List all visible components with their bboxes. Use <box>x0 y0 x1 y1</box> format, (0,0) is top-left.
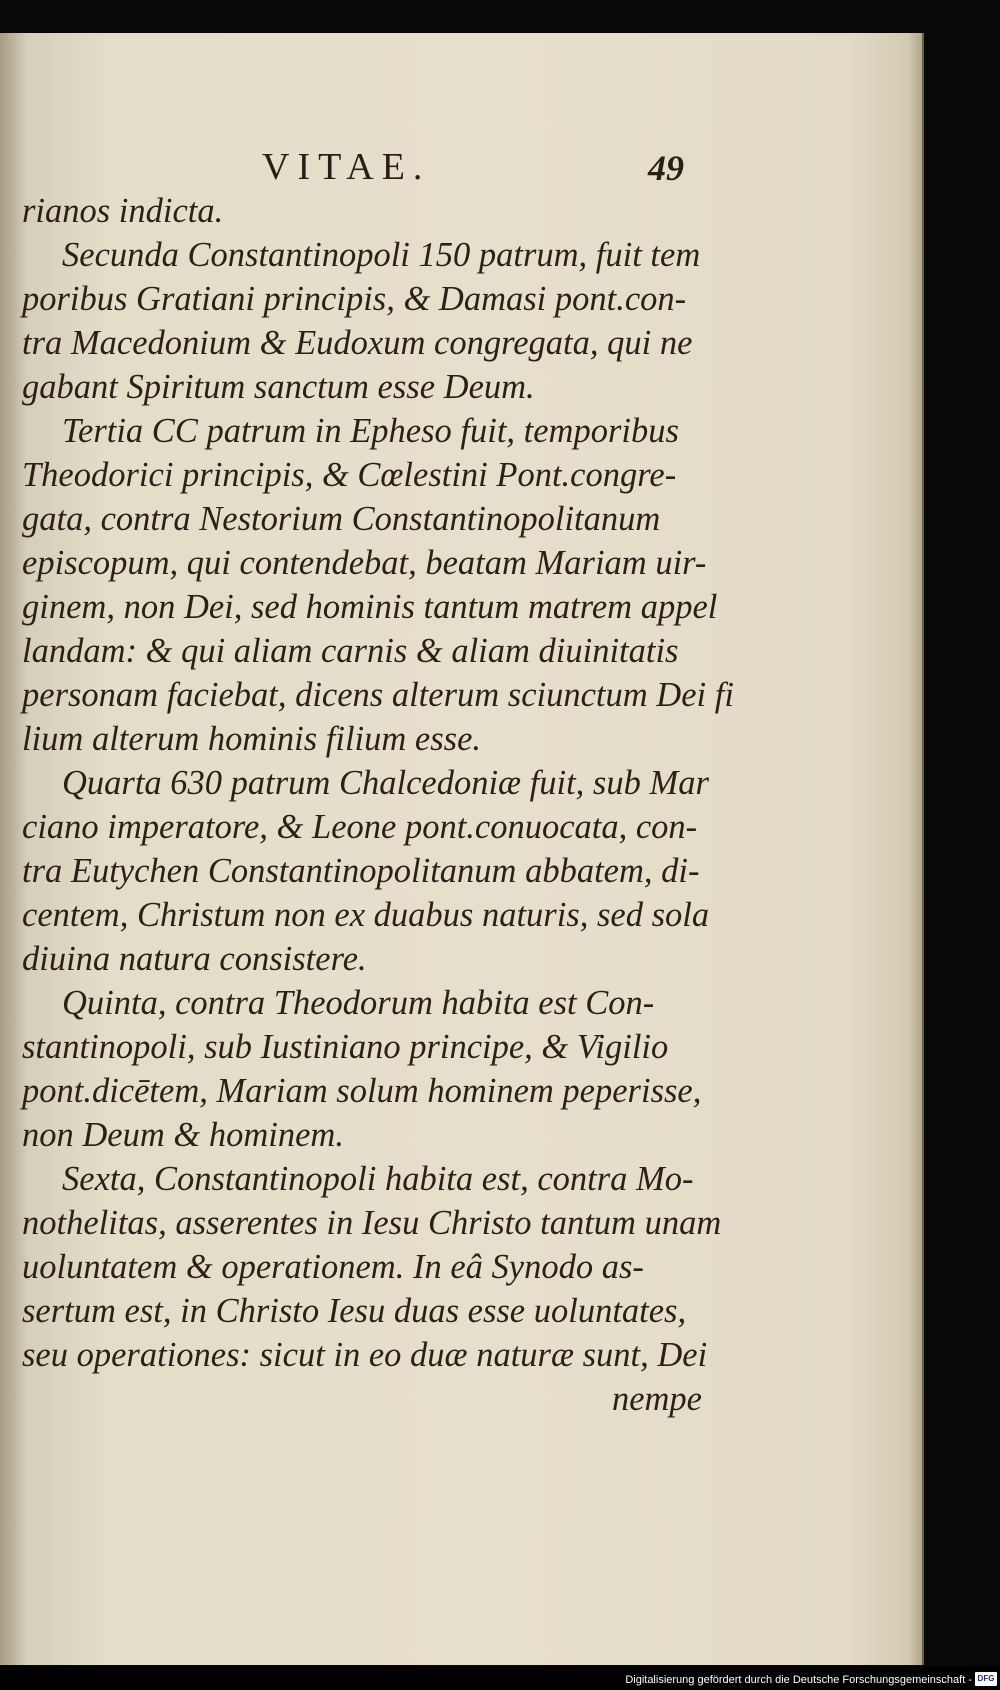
digitization-credit: Digitalisierung gefördert durch die Deutsche Forschungsgemeinschaft - <box>625 1674 972 1686</box>
text-line: rianos indicta. <box>22 192 224 230</box>
dfg-logo: DFG <box>975 1672 997 1686</box>
page-header <box>0 145 922 191</box>
text-line: lium alterum hominis filium esse. <box>22 720 482 758</box>
text-line: gabant Spiritum sanctum esse Deum. <box>22 368 535 406</box>
text-line: Quinta, contra Theodorum habita est Con- <box>62 984 655 1022</box>
text-line: stantinopoli, sub Iustiniano principe, & Vigilio <box>22 1028 669 1066</box>
text-line: gata, contra Nestorium Constantinopolitanum <box>22 500 661 538</box>
text-line: non Deum & hominem. <box>22 1116 344 1154</box>
text-line: Theodorici principis, & Cœlestini Pont.congre- <box>22 456 677 494</box>
text-line: Tertia CC patrum in Epheso fuit, temporibus <box>62 412 679 450</box>
page-number: 49 <box>648 148 684 188</box>
text-line: episcopum, qui contendebat, beatam Mariam uir- <box>22 544 707 582</box>
text-line: centem, Christum non ex duabus naturis, sed sola <box>22 896 710 934</box>
text-line: pont.dicētem, Mariam solum hominem peperisse, <box>22 1072 702 1110</box>
text-line: diuina natura consistere. <box>22 940 367 978</box>
text-line: poribus Gratiani principis, & Damasi pont.con- <box>22 280 687 318</box>
text-line: seu operationes: sicut in eo duæ naturæ sunt, Dei <box>22 1336 708 1374</box>
text-line: personam faciebat, dicens alterum sciunctum Dei fi <box>22 676 734 714</box>
text-line: Sexta, Constantinopoli habita est, contra Mo- <box>62 1160 694 1198</box>
text-line: nothelitas, asserentes in Iesu Christo tantum unam <box>22 1204 722 1242</box>
text-line: tra Eutychen Constantinopolitanum abbatem, di- <box>22 852 700 890</box>
text-line: Quarta 630 patrum Chalcedoniæ fuit, sub Mar <box>62 764 709 802</box>
text-line: Secunda Constantinopoli 150 patrum, fuit tem <box>62 236 701 274</box>
text-line: ginem, non Dei, sed hominis tantum matrem appel <box>22 588 718 626</box>
footer-bar <box>0 1666 1000 1690</box>
text-line: ciano imperatore, & Leone pont.conuocata, con- <box>22 808 698 846</box>
running-title: VITAE. <box>262 146 431 188</box>
book-page <box>0 33 924 1665</box>
catchword: nempe <box>611 1380 702 1418</box>
text-line: sertum est, in Christo Iesu duas esse uoluntates, <box>22 1292 687 1330</box>
body-text <box>22 189 734 1421</box>
text-line: uoluntatem & operationem. In eâ Synodo as- <box>22 1248 644 1286</box>
text-line: tra Macedonium & Eudoxum congregata, qui ne <box>22 324 693 362</box>
text-line: landam: & qui aliam carnis & aliam diuinitatis <box>22 632 679 670</box>
